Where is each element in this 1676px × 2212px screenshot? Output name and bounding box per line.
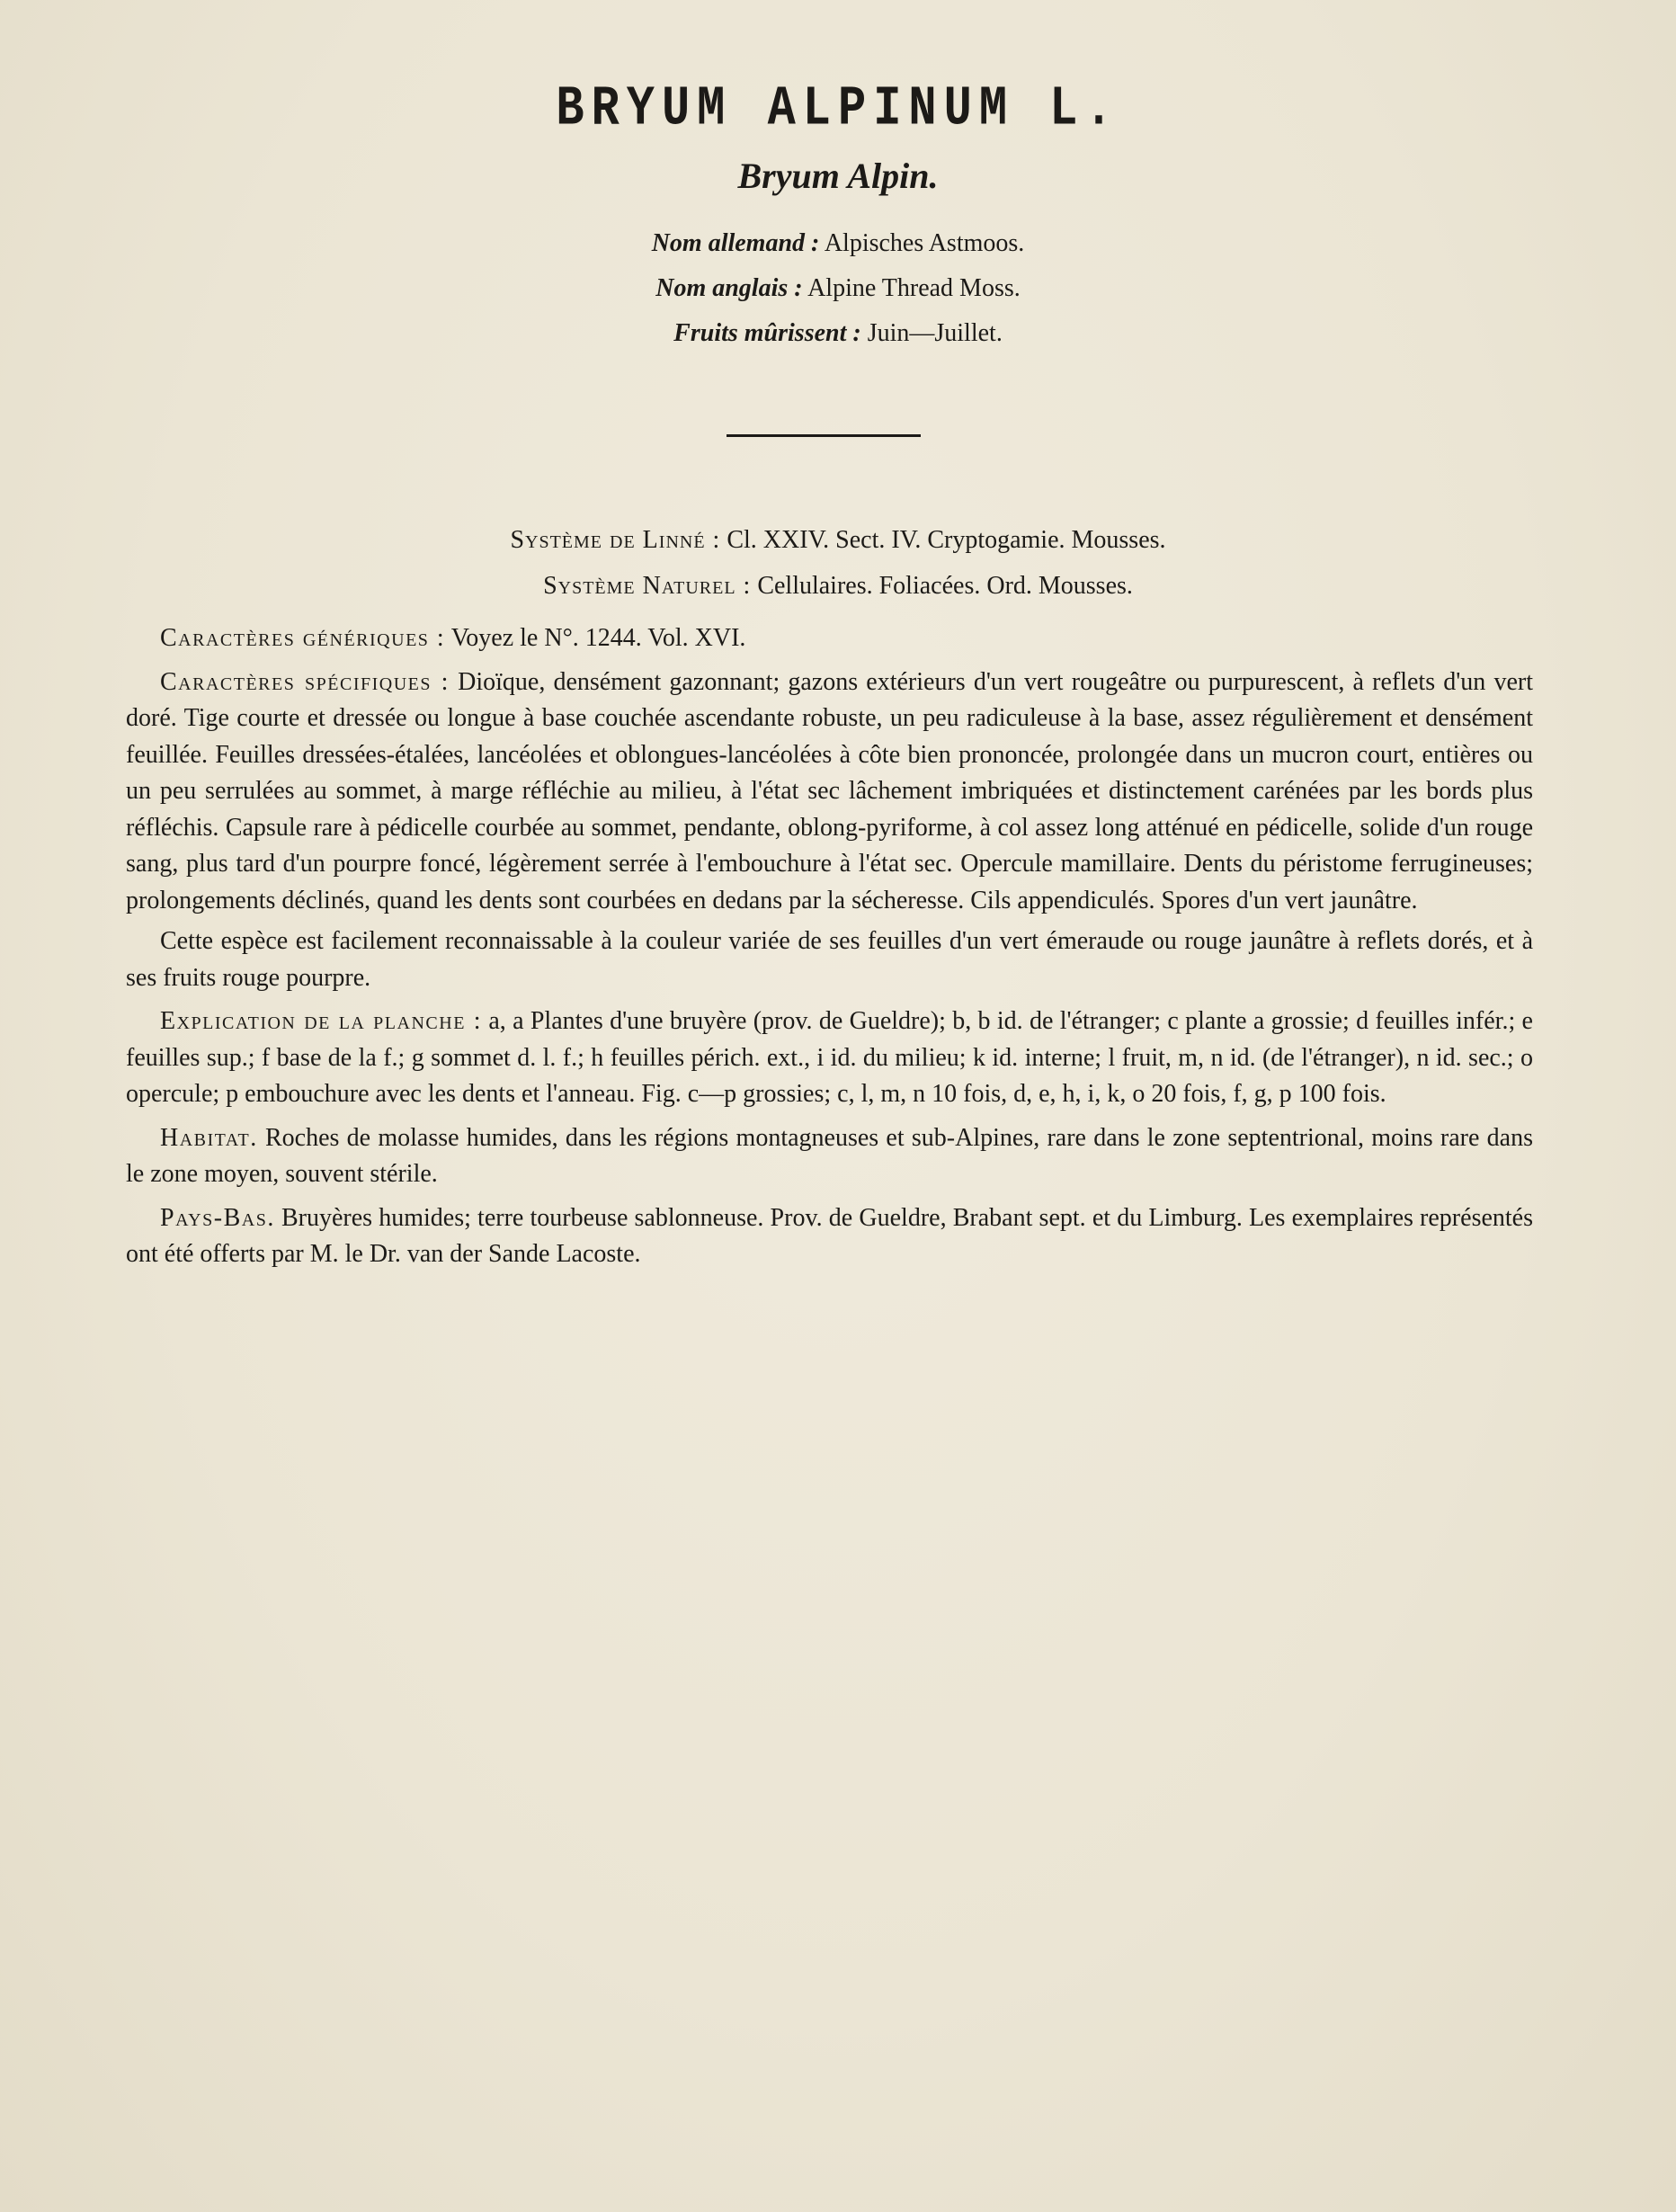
paragraph-habitat [126, 1120, 1533, 1193]
page-title: BRYUM ALPINUM L. [556, 77, 1120, 141]
paragraph-espece [126, 923, 1533, 996]
paragraph-text: Dioïque, densément gazonnant; gazons extérieurs d'un vert rougeâtre ou purpurescent, à reflets d'un vert doré. Tige courte et dressée ou longue à base couchée ascendante robuste, un peu radiculeuse à la base, assez régulièrement et densément feuillée. Feuilles dressées-étalées, lancéolées et oblongues-lancéolées à côte bien prononcée, prolongée dans un mucron court, entières ou un peu serrulées au sommet, à marge réfléchie au milieu, à l'état sec lâchement imbriquées et distinctement carénées par les bords plus réfléchis. Capsule rare à pédicelle courbée au sommet, pendante, oblong-pyriforme, à col assez long atténué en pédicelle, solide d'un rouge sang, plus tard d'un pourpre foncé, légèrement serrée à l'embouchure à l'état sec. Opercule mamillaire. Dents du péristome ferrugineuses; prolongements déclinés, quand les dents sont courbées en dedans par la sécheresse. Cils appendiculés. Spores d'un vert jaunâtre. [126, 667, 1533, 914]
name-value: Alpine Thread Moss. [807, 274, 1021, 302]
name-line-german [0, 221, 1676, 266]
paragraph-label: Caractères génériques : [160, 624, 446, 652]
paragraph-label: Explication de la planche : [160, 1007, 483, 1035]
name-label: Fruits mûrissent : [673, 319, 861, 347]
common-names-block [0, 221, 1676, 356]
system-label: Système de Linné : [510, 526, 721, 554]
system-linne-line [0, 526, 1676, 555]
paragraph-text: Bruyères humides; terre tourbeuse sablonneuse. Prov. de Gueldre, Brabant sept. et du Limburg. Les exemplaires représentés ont été offerts par M. le Dr. van der Sande Lacoste. [126, 1203, 1533, 1268]
paragraph-paysbas [126, 1200, 1533, 1273]
paragraph-text: Roches de molasse humides, dans les régions montagneuses et sub-Alpines, rare dans le zone septentrional, moins rare dans le zone moyen, souvent stérile. [126, 1123, 1533, 1188]
paragraph-text: Voyez le N°. 1244. Vol. XVI. [450, 624, 746, 652]
paragraph-explication [126, 1003, 1533, 1113]
name-value: Juin—Juillet. [867, 319, 1003, 347]
name-label: Nom allemand : [651, 229, 820, 257]
name-value: Alpisches Astmoos. [824, 229, 1025, 257]
paragraph-label: Habitat. [160, 1123, 258, 1152]
name-line-english [0, 266, 1676, 311]
divider-rule [727, 434, 921, 437]
system-value: Cl. XXIV. Sect. IV. Cryptogamie. Mousses. [727, 526, 1166, 554]
paragraph-specifiques [126, 664, 1533, 920]
paragraph-generiques [126, 620, 1533, 657]
system-label: Système Naturel : [543, 572, 752, 600]
name-line-fruits [0, 311, 1676, 356]
system-value: Cellulaires. Foliacées. Ord. Mousses. [757, 572, 1133, 600]
paragraph-label: Pays-Bas. [160, 1203, 275, 1232]
paragraph-text: Cette espèce est facilement reconnaissable à la couleur variée de ses feuilles d'un vert émeraude ou rouge jaunâtre à reflets dorés, et à ses fruits rouge pourpre. [126, 927, 1533, 992]
paragraph-text: a, a Plantes d'une bruyère (prov. de Gueldre); b, b id. de l'étranger; c plante a grossie; d feuilles infér.; e feuilles sup.; f base de la f.; g sommet d. l. f.; h feuilles périch. ext., i id. du milieu; k id. interne; l fruit, m, n id. (de l'étranger), n id. sec.; o opercule; p embouchure avec les dents et l'anneau. Fig. c—p grossies; c, l, m, n 10 fois, d, e, h, i, k, o 20 fois, f, g, p 100 fois. [126, 1007, 1533, 1108]
description-body [126, 620, 1533, 1278]
page-subtitle: Bryum Alpin. [737, 156, 939, 196]
name-label: Nom anglais : [655, 274, 803, 302]
paragraph-label: Caractères spécifiques : [160, 667, 450, 696]
system-naturel-line [0, 572, 1676, 601]
